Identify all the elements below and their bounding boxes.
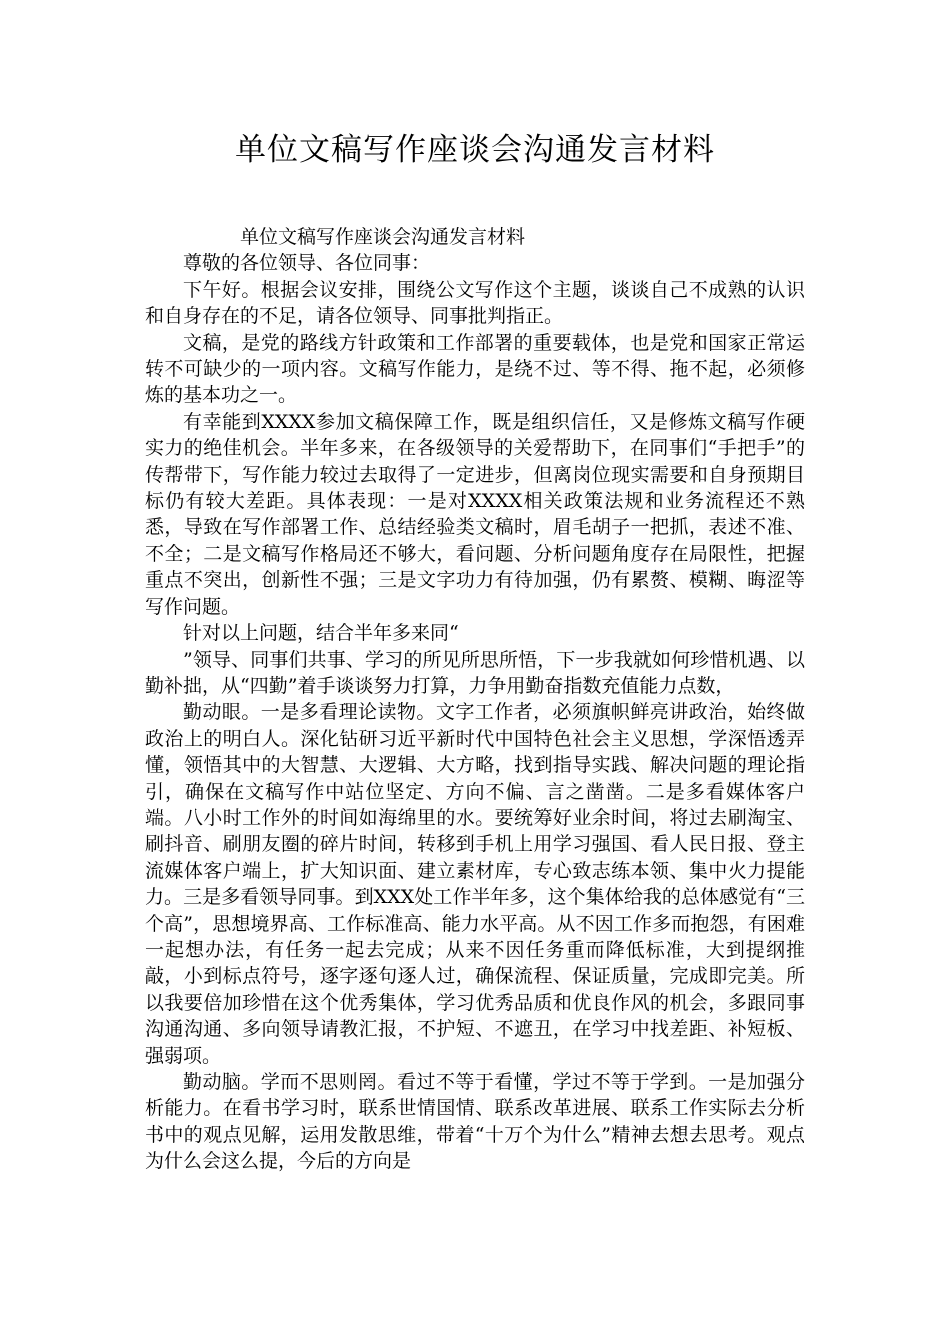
- paragraph: 有幸能到XXXX参加文稿保障工作，既是组织信任，又是修炼文稿写作硬实力的绝佳机会。半年多来，在各级领导的关爱帮助下，在同事们“手把手”的传帮带下，写作能力较过去取得了一定进步，但离岗位现实需要和自身预期目标仍有较大差距。具体表现：一是对XXXX相关政策法规和业务流程还不熟悉，导致在写作部署工作、总结经验类文稿时，眉毛胡子一把抓，表述不准、不全；二是文稿写作格局还不够大，看问题、分析问题角度存在局限性，把握重点不突出，创新性不强；三是文字功力有待加强，仍有累赘、模糊、晦涩等写作问题。: [145, 410, 805, 618]
- paragraph: 文稿，是党的路线方针政策和工作部署的重要载体，也是党和国家正常运转不可缺少的一项内容。文稿写作能力，是绕不过、等不得、拖不起，必须修炼的基本功之一。: [145, 331, 805, 407]
- document-body: [145, 224, 805, 1175]
- paragraph: 勤动脑。学而不思则罔。看过不等于看懂，学过不等于学到。一是加强分析能力。在看书学习时，联系世情国情、联系改革进展、联系工作实际去分析书中的观点见解，运用发散思维，带着“十万个为什么”精神去想去思考。观点为什么会这么提，今后的方向是: [145, 1071, 805, 1173]
- paragraph: 勤动眼。一是多看理论读物。文字工作者，必须旗帜鲜亮讲政治，始终做政治上的明白人。深化钻研习近平新时代中国特色社会主义思想，学深悟透弄懂，领悟其中的大智慧、大逻辑、大方略，找到指导实践、解决问题的理论指引，确保在文稿写作中站位坚定、方向不偏、言之凿凿。二是多看媒体客户端。八小时工作外的时间如海绵里的水。要统筹好业余时间，将过去刷淘宝、刷抖音、刷朋友圈的碎片时间，转移到手机上用学习强国、看人民日报、登主流媒体客户端上，扩大知识面、建立素材库，专心致志练本领、集中火力提能力。三是多看领导同事。到XXX处工作半年多，这个集体给我的总体感觉有“三个高”，思想境界高、工作标准高、能力水平高。从不因工作多而抱怨，有困难一起想办法，有任务一起去完成；从来不因任务重而降低标准，大到提纲推敲，小到标点符号，逐字逐句逐人过，确保流程、保证质量，完成即完美。所以我要倍加珍惜在这个优秀集体，学习优秀品质和优良作风的机会，多跟同事沟通沟通、多向领导请教汇报，不护短、不遮丑，在学习中找差距、补短板、强弱项。: [145, 701, 805, 1067]
- paragraph: ”领导、同事们共事、学习的所见所思所悟，下一步我就如何珍惜机遇、以勤补拙，从“四勤”着手谈谈努力打算，力争用勤奋指数充值能力点数，: [145, 648, 805, 697]
- paragraph: 针对以上问题，结合半年多来同“: [183, 622, 459, 645]
- paragraph-salutation: 尊敬的各位领导、各位同事：: [183, 252, 431, 275]
- document-subtitle: 单位文稿写作座谈会沟通发言材料: [240, 226, 526, 248]
- document-title: 单位文稿写作座谈会沟通发言材料: [235, 132, 715, 168]
- paragraph: 下午好。根据会议安排，围绕公文写作这个主题，谈谈自己不成熟的认识和自身存在的不足，请各位领导、同事批判指正。: [145, 278, 805, 328]
